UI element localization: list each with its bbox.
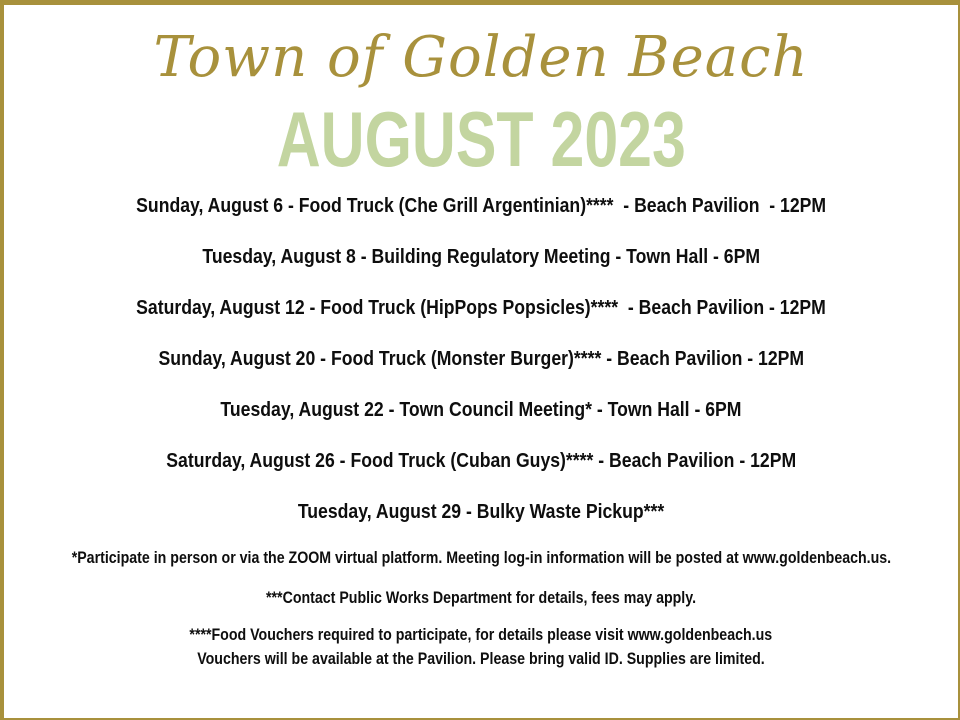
- event-text: Tuesday, August 8 - Building Regulatory Meeting - Town Hall - 6PM: [202, 245, 760, 269]
- footnote-food-vouchers-line1: [142, 623, 820, 647]
- page-title: Town of Golden Beach: [153, 24, 809, 90]
- event-list: [4, 181, 958, 538]
- event-item-aug-12: [4, 283, 958, 334]
- footnote-public-works: [4, 578, 958, 618]
- footnote-text: *Participate in person or via the ZOOM virtual platform. Meeting log-in information will be posted at www.goldenbeach.us.: [71, 548, 891, 567]
- footnote-zoom-meeting: [4, 538, 958, 578]
- event-text: Sunday, August 6 - Food Truck (Che Grill Argentinian)**** - Beach Pavilion - 12PM: [136, 194, 826, 218]
- event-text: Tuesday, August 22 - Town Council Meeting* - Town Hall - 6PM: [220, 398, 742, 422]
- flyer-content: [4, 5, 958, 718]
- event-item-aug-29: [4, 487, 958, 538]
- footnote-text: ****Food Vouchers required to participate, for details please visit www.goldenbeach.us: [189, 625, 773, 644]
- footnote-text: Vouchers will be available at the Pavilion. Please bring valid ID. Supplies are limited.: [197, 649, 765, 668]
- event-text: Sunday, August 20 - Food Truck (Monster Burger)**** - Beach Pavilion - 12PM: [158, 347, 804, 371]
- event-item-aug-22: [4, 385, 958, 436]
- event-item-aug-26: [4, 436, 958, 487]
- event-text: Tuesday, August 29 - Bulky Waste Pickup***: [297, 500, 665, 524]
- event-text: Saturday, August 26 - Food Truck (Cuban Guys)**** - Beach Pavilion - 12PM: [166, 449, 796, 473]
- event-item-aug-6: [4, 181, 958, 232]
- footnote-food-vouchers-line2: [151, 647, 811, 671]
- event-text: Saturday, August 12 - Food Truck (HipPops Popsicles)**** - Beach Pavilion - 12PM: [136, 296, 826, 320]
- event-item-aug-20: [4, 334, 958, 385]
- footnote-section: [4, 538, 958, 676]
- month-heading: [4, 95, 958, 183]
- event-item-aug-8: [4, 232, 958, 283]
- footnote-food-vouchers: [4, 618, 958, 676]
- month-heading-text: AUGUST 2023: [276, 95, 686, 183]
- footnote-text: ***Contact Public Works Department for details, fees may apply.: [265, 588, 697, 607]
